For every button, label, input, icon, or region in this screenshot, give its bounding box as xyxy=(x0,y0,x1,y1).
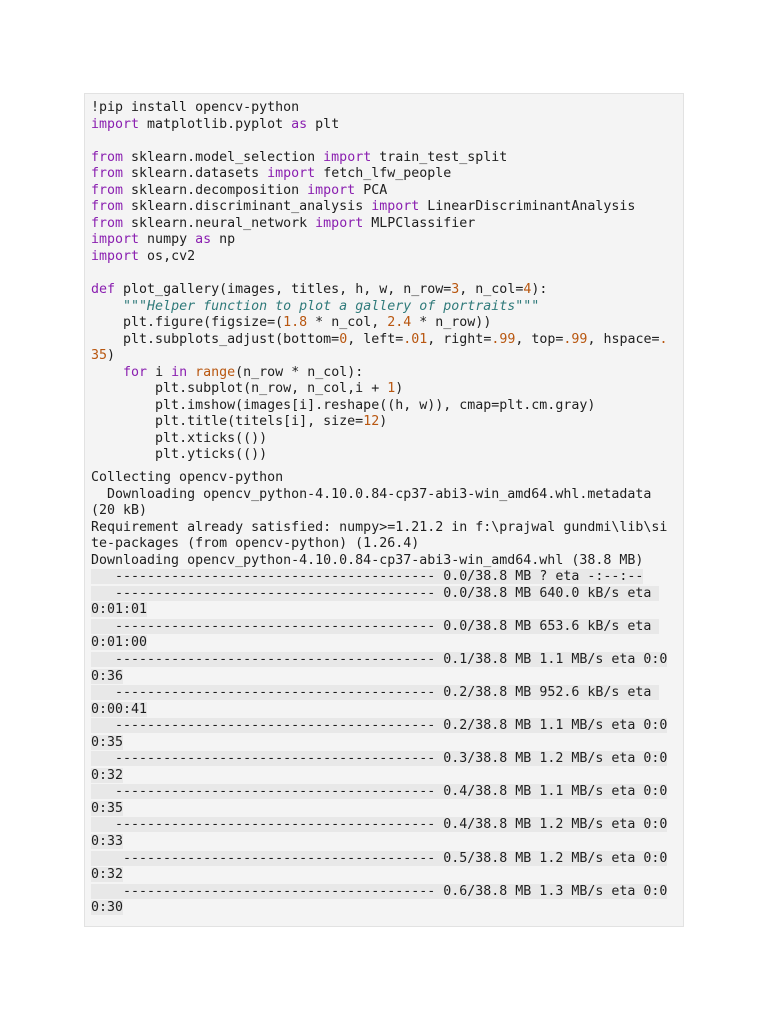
code-line xyxy=(91,315,675,332)
code-token: 12 xyxy=(363,414,380,430)
code-token: 2.4 xyxy=(387,315,412,331)
code-token xyxy=(187,365,195,380)
code-token: , left= xyxy=(347,331,404,347)
output-text: Downloading opencv_python-4.10.0.84-cp37-abi3-win_amd64.whl.metadata (20 kB) xyxy=(91,486,660,519)
code-token xyxy=(91,299,123,314)
code-token: plt.imshow(images[i].reshape((h, w)), cmap=plt.cm.gray) xyxy=(91,397,596,413)
code-token: """Helper function to plot a gallery of portraits""" xyxy=(123,298,540,314)
progress-line xyxy=(91,851,675,884)
code-token: import xyxy=(315,215,364,231)
progress-line xyxy=(91,751,675,784)
code-token: 4 xyxy=(523,282,532,298)
code-token: np xyxy=(211,232,236,248)
output-text: ---------------------------------------- 0.0/38.8 MB 640.0 kB/s eta 0:01:01 xyxy=(91,585,660,618)
code-token: , right= xyxy=(427,331,492,347)
code-token: from xyxy=(91,149,124,165)
code-token: range xyxy=(195,364,236,380)
code-token: import xyxy=(91,248,140,264)
code-token: 1 xyxy=(387,381,396,397)
output-text: ---------------------------------------- 0.3/38.8 MB 1.2 MB/s eta 0:00:32 xyxy=(91,751,668,783)
code-token: def xyxy=(91,282,116,298)
code-token: ): xyxy=(531,282,548,298)
code-line xyxy=(91,447,675,464)
code-token: .35 xyxy=(91,331,668,364)
code-token: os,cv2 xyxy=(139,248,196,264)
code-line xyxy=(91,414,675,431)
code-line xyxy=(91,199,675,216)
output-line xyxy=(91,470,675,487)
code-token: from xyxy=(91,199,124,215)
code-line xyxy=(91,249,675,266)
code-line xyxy=(91,398,675,415)
code-token: sklearn.datasets xyxy=(123,166,268,182)
code-token: import xyxy=(307,182,356,198)
code-token: ) xyxy=(379,414,388,430)
code-token: ) xyxy=(395,381,404,397)
code-token: from xyxy=(91,166,124,182)
code-token: 3 xyxy=(451,282,460,298)
code-token: , n_col= xyxy=(459,282,524,298)
cell-output xyxy=(91,470,675,917)
code-token: import xyxy=(91,232,140,248)
code-line xyxy=(91,133,675,150)
code-token: , top= xyxy=(515,331,564,347)
code-line xyxy=(91,282,675,299)
code-line xyxy=(91,299,675,316)
code-line xyxy=(91,232,675,249)
progress-line xyxy=(91,619,675,652)
code-line xyxy=(91,100,675,117)
code-token xyxy=(91,365,123,380)
code-token: .99 xyxy=(563,331,588,347)
code-token: * n_col, xyxy=(307,315,388,331)
code-line xyxy=(91,431,675,448)
code-token: in xyxy=(171,364,188,380)
code-token: i xyxy=(147,364,172,380)
output-text: --------------------------------------- 0.6/38.8 MB 1.3 MB/s eta 0:00:30 xyxy=(91,883,668,916)
code-token: LinearDiscriminantAnalysis xyxy=(419,199,636,215)
code-token: .01 xyxy=(403,331,428,347)
code-token: import xyxy=(91,116,140,132)
code-line xyxy=(91,332,675,365)
progress-line xyxy=(91,884,675,917)
code-token: matplotlib.pyplot xyxy=(139,116,292,132)
code-token: as xyxy=(195,232,212,248)
code-token: from xyxy=(91,215,124,231)
progress-line xyxy=(91,586,675,619)
code-line xyxy=(91,166,675,183)
output-text: ---------------------------------------- 0.0/38.8 MB 653.6 kB/s eta 0:01:00 xyxy=(91,618,660,651)
output-text: ---------------------------------------- 0.0/38.8 MB ? eta -:--:-- xyxy=(91,569,644,585)
code-line xyxy=(91,265,675,282)
output-text: ---------------------------------------- 0.4/38.8 MB 1.2 MB/s eta 0:00:33 xyxy=(91,817,668,850)
code-token: PCA xyxy=(355,182,388,198)
code-token: (n_row * n_col): xyxy=(235,364,364,380)
code-token: plt xyxy=(307,116,340,132)
code-input[interactable] xyxy=(91,100,675,464)
progress-line xyxy=(91,817,675,850)
code-token: sklearn.decomposition xyxy=(123,182,308,198)
code-token: * n_row)) xyxy=(411,315,492,331)
output-text: --------------------------------------- 0.5/38.8 MB 1.2 MB/s eta 0:00:32 xyxy=(91,850,668,883)
code-token: from xyxy=(91,182,124,198)
code-line xyxy=(91,216,675,233)
code-token: for xyxy=(123,364,148,380)
output-line xyxy=(91,553,675,570)
output-text: Collecting opencv-python xyxy=(91,470,284,485)
code-token: sklearn.neural_network xyxy=(123,215,316,231)
code-token: as xyxy=(291,116,308,132)
code-token: plot_gallery(images, titles, h, w, n_row= xyxy=(115,282,452,298)
code-token: plt.figure(figsize=( xyxy=(91,315,284,331)
code-line xyxy=(91,117,675,134)
code-token: import xyxy=(323,149,372,165)
progress-line xyxy=(91,784,675,817)
output-text: ---------------------------------------- 0.4/38.8 MB 1.1 MB/s eta 0:00:35 xyxy=(91,784,668,816)
code-token: plt.title(titels[i], size= xyxy=(91,414,364,430)
code-line xyxy=(91,381,675,398)
code-token: 0 xyxy=(339,331,348,347)
output-line xyxy=(91,487,675,520)
progress-line xyxy=(91,718,675,751)
code-token: import xyxy=(371,199,420,215)
progress-line xyxy=(91,652,675,685)
code-token: fetch_lfw_people xyxy=(315,166,452,182)
code-token: 1.8 xyxy=(283,315,308,331)
code-token: sklearn.discriminant_analysis xyxy=(123,199,372,215)
progress-line xyxy=(91,569,675,586)
code-token: plt.yticks(()) xyxy=(91,447,268,463)
code-token: .99 xyxy=(491,331,516,347)
code-token: , hspace= xyxy=(587,331,660,347)
code-token: plt.subplot(n_row, n_col,i + xyxy=(91,381,388,397)
output-text: ---------------------------------------- 0.2/38.8 MB 1.1 MB/s eta 0:00:35 xyxy=(91,718,668,750)
code-line xyxy=(91,183,675,200)
output-text: Downloading opencv_python-4.10.0.84-cp37-abi3-win_amd64.whl (38.8 MB) xyxy=(91,552,644,568)
output-text: Requirement already satisfied: numpy>=1.21.2 in f:\prajwal gundmi\lib\site-packages (from opencv-python) (1.26.4) xyxy=(91,519,668,552)
output-text: ---------------------------------------- 0.1/38.8 MB 1.1 MB/s eta 0:00:36 xyxy=(91,652,668,684)
code-token: !pip install opencv-python xyxy=(91,100,300,115)
output-text: ---------------------------------------- 0.2/38.8 MB 952.6 kB/s eta 0:00:41 xyxy=(91,685,660,717)
code-token: plt.subplots_adjust(bottom= xyxy=(91,331,340,347)
output-line xyxy=(91,520,675,553)
notebook-cell[interactable] xyxy=(84,93,684,927)
progress-line xyxy=(91,685,675,718)
code-token: numpy xyxy=(139,232,196,248)
code-token: ) xyxy=(107,348,116,364)
code-token: plt.xticks(()) xyxy=(91,430,268,446)
code-line xyxy=(91,150,675,167)
code-line xyxy=(91,365,675,382)
code-token: sklearn.model_selection xyxy=(123,149,324,165)
code-token: train_test_split xyxy=(371,149,508,165)
code-token: MLPClassifier xyxy=(363,215,476,231)
code-token: import xyxy=(267,166,316,182)
